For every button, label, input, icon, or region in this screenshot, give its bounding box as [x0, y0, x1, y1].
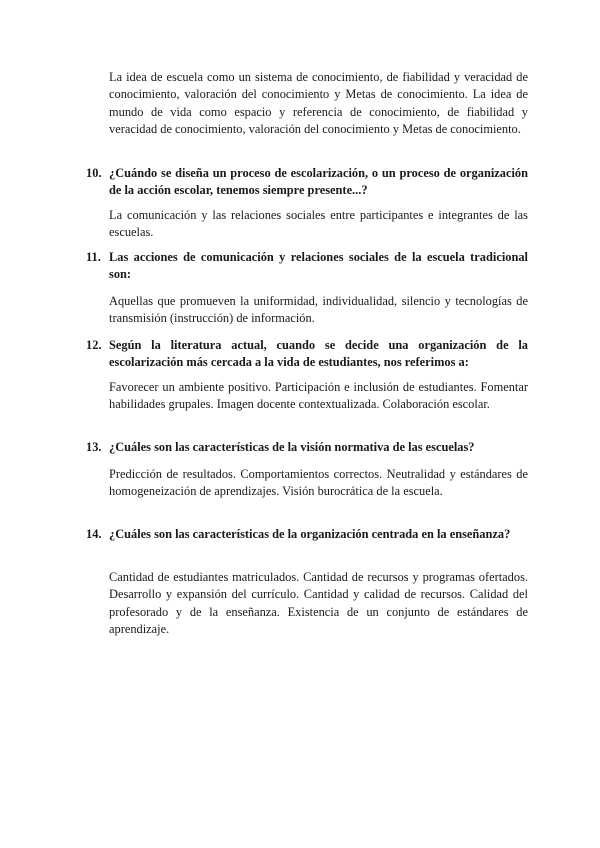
question-text: Las acciones de comunicación y relaciones sociales de la escuela tradicional son:	[109, 250, 528, 282]
question-13	[86, 439, 528, 456]
question-number: 13.	[86, 440, 102, 454]
answer-9: La idea de escuela como un sistema de conocimiento, de fiabilidad y veracidad de conocimiento, valoración del conocimiento y Metas de conocimiento. La idea de mundo de vida como espacio y referencia de conocimiento, de fiabilidad y veracidad de conocimiento, valoración del conocimiento y Metas de conocimiento.	[109, 70, 528, 136]
question-number: 10.	[86, 166, 102, 180]
answer-14: Cantidad de estudiantes matriculados. Cantidad de recursos y programas ofertados. Desarrollo y expansión del currículo. Cantidad y calidad de recursos. Calidad del profesorado y de la enseñanza. Existencia de un conjunto de estándares de aprendizaje.	[109, 570, 528, 636]
question-12	[86, 337, 528, 372]
answer-12: Favorecer un ambiente positivo. Participación e inclusión de estudiantes. Fomentar habilidades grupales. Imagen docente contextualizada. Colaboración escolar.	[109, 380, 528, 412]
answer-10: La comunicación y las relaciones sociales entre participantes e integrantes de las escuelas.	[109, 208, 528, 240]
answer-13: Predicción de resultados. Comportamientos correctos. Neutralidad y estándares de homogeneización de aprendizajes. Visión burocrática de la escuela.	[109, 467, 528, 499]
question-10	[86, 165, 528, 200]
question-number: 12.	[86, 338, 102, 352]
question-number: 14.	[86, 527, 102, 541]
question-number: 11.	[86, 250, 101, 264]
question-text: ¿Cuándo se diseña un proceso de escolarización, o un proceso de organización de la acción escolar, tenemos siempre presente...?	[109, 166, 528, 198]
answer-11: Aquellas que promueven la uniformidad, individualidad, silencio y tecnologías de transmisión (instrucción) de información.	[109, 294, 528, 326]
question-text: ¿Cuáles son las características de la organización centrada en la enseñanza?	[109, 527, 511, 541]
question-text: ¿Cuáles son las características de la visión normativa de las escuelas?	[109, 440, 475, 454]
question-text: Según la literatura actual, cuando se decide una organización de la escolarización más cercada a la vida de estudiantes, nos referimos a:	[109, 338, 528, 370]
question-11	[86, 249, 528, 284]
question-14	[86, 526, 528, 543]
